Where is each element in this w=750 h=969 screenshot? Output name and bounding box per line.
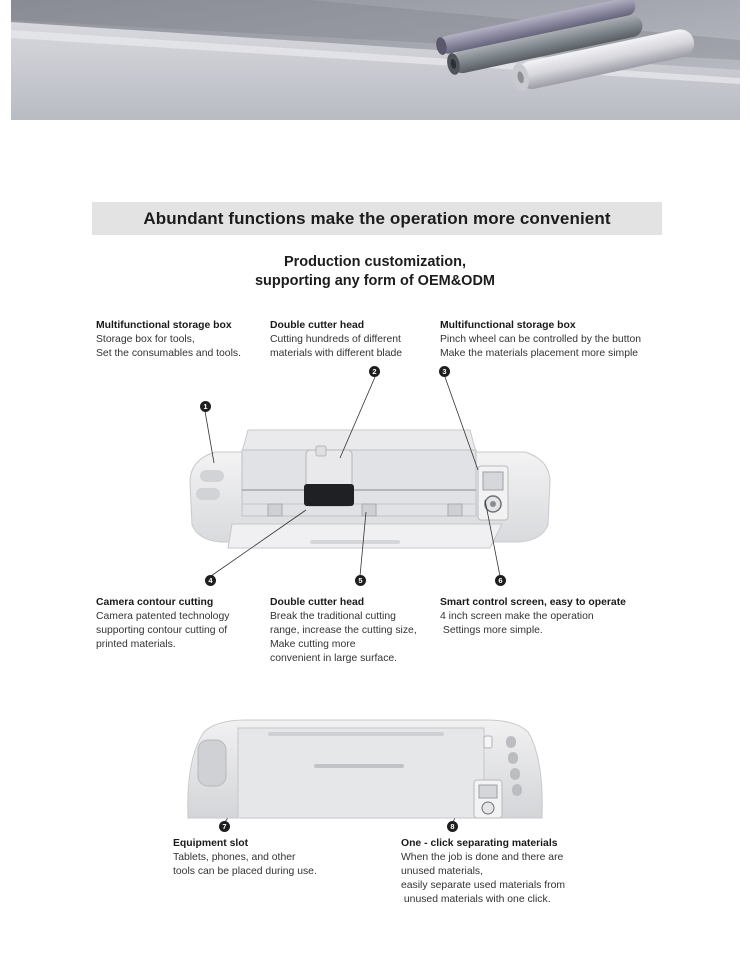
marker-4: 4 bbox=[205, 575, 216, 586]
feature-line: materials with different blade bbox=[270, 348, 403, 359]
banner-title: Abundant functions make the operation more convenient bbox=[143, 209, 611, 228]
feature-line: Tablets, phones, and other bbox=[173, 852, 296, 863]
feature-line: 4 inch screen make the operation bbox=[440, 611, 594, 622]
feature-line: Settings more simple. bbox=[440, 625, 543, 636]
feature-camera-contour bbox=[96, 596, 229, 652]
feature-smart-screen bbox=[440, 596, 626, 638]
feature-title: Equipment slot bbox=[173, 838, 249, 849]
feature-line: Pinch wheel can be controlled by the button bbox=[440, 334, 642, 345]
cutting-machine-top-image bbox=[186, 718, 546, 820]
subtitle-line-1: Production customization, bbox=[283, 254, 467, 270]
subtitle-line-2: supporting any form of OEM&ODM bbox=[254, 273, 496, 289]
feature-line: Break the traditional cutting bbox=[270, 611, 396, 622]
marker-7: 7 bbox=[219, 821, 230, 832]
feature-equipment-slot bbox=[173, 837, 317, 879]
feature-line: Storage box for tools, bbox=[96, 334, 195, 345]
marker-2: 2 bbox=[369, 366, 380, 377]
feature-line: When the job is done and there are bbox=[401, 852, 564, 863]
feature-title: Camera contour cutting bbox=[96, 597, 214, 608]
feature-title: Double cutter head bbox=[270, 320, 365, 331]
feature-line: unused materials, bbox=[401, 866, 484, 877]
marker-3: 3 bbox=[439, 366, 450, 377]
feature-one-click-separate bbox=[401, 837, 565, 907]
feature-line: supporting contour cutting of bbox=[96, 625, 228, 636]
feature-title: Multifunctional storage box bbox=[96, 320, 232, 331]
feature-title: One - click separating materials bbox=[401, 838, 558, 849]
feature-double-cutter-range bbox=[270, 596, 417, 666]
marker-1: 1 bbox=[200, 401, 211, 412]
feature-line: convenient in large surface. bbox=[270, 653, 398, 664]
feature-line: Make the materials placement more simple bbox=[440, 348, 639, 359]
feature-line: easily separate used materials from bbox=[401, 880, 566, 891]
feature-line: unused materials with one click. bbox=[401, 894, 551, 905]
feature-line: tools can be placed during use. bbox=[173, 866, 317, 877]
feature-title: Smart control screen, easy to operate bbox=[440, 597, 626, 608]
feature-line: range, increase the cutting size, bbox=[270, 625, 417, 636]
marker-8: 8 bbox=[447, 821, 458, 832]
feature-line: Make cutting more bbox=[270, 639, 356, 650]
feature-title: Multifunctional storage box bbox=[440, 320, 576, 331]
marker-5: 5 bbox=[355, 575, 366, 586]
feature-line: Camera patented technology bbox=[96, 611, 230, 622]
feature-line: Cutting hundreds of different bbox=[270, 334, 401, 345]
feature-title: Double cutter head bbox=[270, 597, 365, 608]
marker-6: 6 bbox=[495, 575, 506, 586]
feature-line: printed materials. bbox=[96, 639, 176, 650]
feature-line: Set the consumables and tools. bbox=[96, 348, 241, 359]
